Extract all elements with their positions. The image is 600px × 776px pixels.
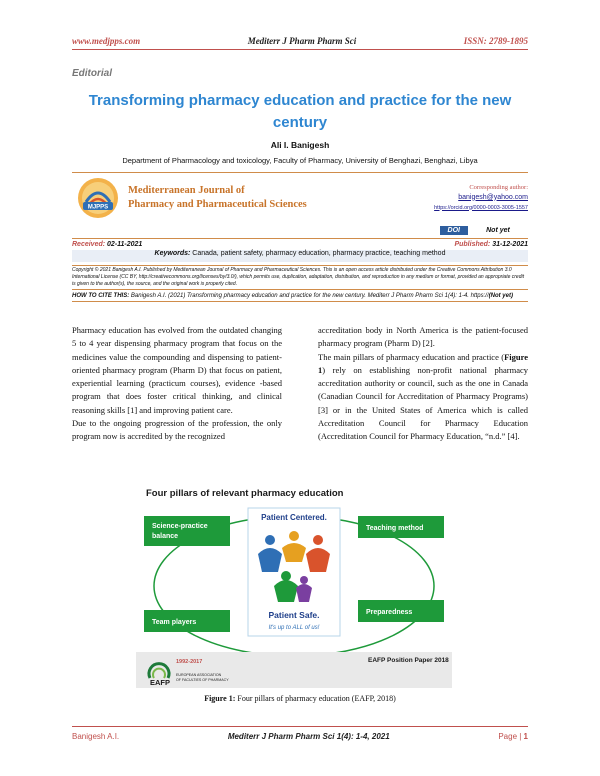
journal-banner	[72, 172, 528, 222]
caption-label: Figure 1:	[204, 694, 236, 703]
body-paragraph: accreditation body in North America is the patient-focused pharmacy program (Pharm D) [2].	[318, 325, 528, 349]
center-top-text: Patient Centered.	[261, 513, 327, 522]
author-email-link[interactable]: banigesh@yahoo.com	[458, 193, 528, 201]
journal-name	[128, 184, 307, 212]
corresponding-label: Corresponding author:	[469, 183, 528, 191]
pillar-1-label: Science-practice	[152, 523, 208, 530]
header-website[interactable]: www.medjpps.com	[72, 36, 141, 46]
figure-reference[interactable]: Figure 1	[318, 351, 528, 375]
author-affiliation: Department of Pharmacology and toxicology, Faculty of Pharmacy, University of Benghazi, Benghazi, Libya	[122, 156, 478, 165]
eafp-full-2: OF FACULTIES OF PHARMACY	[176, 678, 229, 682]
cite-text: Banigesh A.I. (2021) Transforming pharmacy education and practice for the new century. Mediterr J Pharm Pharm Sci 1(4): 1-4. https://	[130, 293, 489, 299]
eafp-name: EAFP	[150, 678, 171, 687]
pillar-1-label-b: balance	[152, 533, 179, 540]
body-paragraph: Pharmacy education has evolved from the outdated changing 5 to 4 year dispensing pharmacy program that focus on the medicines value the compounding and dispensing to patient-oriented pharmacy program (Pharm D) that focus on patient, experiential learning (practicum courses), evidence -based program that does foster critical thinking, and clinical reasoning skills [1] and improving patient care.	[72, 325, 282, 415]
doi-row	[72, 224, 528, 236]
dates-row	[72, 238, 528, 249]
figure-source: EAFP Position Paper 2018	[368, 657, 449, 664]
orcid-link[interactable]: https://orcid.org/0000-0003-3005-1557	[434, 204, 528, 211]
page-number: Page | 1	[498, 731, 528, 741]
eafp-years: 1992-2017	[176, 659, 203, 665]
keywords-text: Canada, patient safety, pharmacy education, pharmacy practice, teaching method	[192, 250, 446, 257]
caption-text: Four pillars of pharmacy education (EAFP, 2018)	[235, 694, 396, 703]
doi-value: Not yet	[486, 226, 510, 234]
footer-citation: Mediterr J Pharm Pharm Sci 1(4): 1-4, 2021	[227, 731, 390, 741]
header-rule	[72, 49, 528, 50]
cite-not-yet: (Not yet)	[488, 293, 513, 299]
keywords-label: Keywords:	[154, 250, 191, 257]
pillar-4-label: Preparedness	[366, 609, 413, 616]
footer-rule	[72, 726, 528, 727]
article-title: Transforming pharmacy education and practice for the new century	[88, 92, 512, 131]
journal-name-line2: Pharmacy and Pharmaceutical Sciences	[128, 198, 307, 210]
center-bottom-text: Patient Safe.	[268, 610, 320, 620]
pillar-3-label: Team players	[152, 619, 197, 626]
pillar-2-label: Teaching method	[366, 525, 424, 532]
received-date: Received: 02-11-2021	[72, 240, 143, 248]
eafp-full-1: EUROPEAN ASSOCIATION	[176, 673, 222, 677]
journal-logo-icon	[76, 176, 120, 220]
running-header	[72, 34, 528, 48]
footer-author: Banigesh A.I.	[72, 731, 120, 741]
figure-title: Four pillars of relevant pharmacy education	[146, 488, 344, 499]
journal-name-line1: Mediterranean Journal of	[128, 184, 245, 196]
doi-label: DOI	[440, 226, 468, 235]
published-date: Published: 31-12-2021	[454, 240, 528, 248]
figure-1	[136, 482, 452, 688]
copyright-notice: Copyright © 2021 Banigesh A.I. Published by Mediterranean Journal of Pharmacy and Pharmaceutical Sciences. This is an open access article distributed under the Creative Commons Attribution 3.0 International License (CC BY, http://creativecommons.org/licenses/by/3.0/), which permits use, duplication, adaptation, distribution, and reproduction in any medium or format, provided an appropriate credit is given to the author(s), the source, and the original work is properly cited.	[72, 265, 528, 290]
running-footer	[72, 730, 528, 742]
body-paragraph: Due to the ongoing progression of the profession, the only program now is accredited by the recognized	[72, 418, 282, 442]
corresponding-author	[434, 183, 528, 213]
author-name: Ali I. Banigesh	[270, 140, 330, 150]
pillar-box-1	[144, 516, 230, 546]
body-paragraph: The main pillars of pharmacy education and practice (Figure 1) rely on establishing non-profit national pharmacy accreditation authority or council, such as the one in Canada (Canadian Council for Accreditation of Pharmacy Programs) [3] or in the United States of America which is called Accreditation Council for Pharmacy Education (Accreditation Council for Pharmacy Education, “n.d.” [4].	[318, 351, 528, 442]
figure-caption	[72, 694, 528, 703]
how-to-cite	[72, 292, 528, 302]
keywords	[72, 250, 528, 262]
logo-text: MJPPS	[87, 204, 109, 210]
header-journal: Mediterr J Pharm Pharm Sci	[247, 36, 357, 46]
body-column-right	[318, 324, 528, 444]
cite-label: HOW TO CITE THIS:	[72, 293, 130, 299]
body-column-left	[72, 324, 282, 444]
center-sub-text: It's up to ALL of us!	[268, 625, 320, 631]
article-type: Editorial	[72, 68, 113, 79]
header-issn: ISSN: 2789-1895	[463, 36, 528, 46]
